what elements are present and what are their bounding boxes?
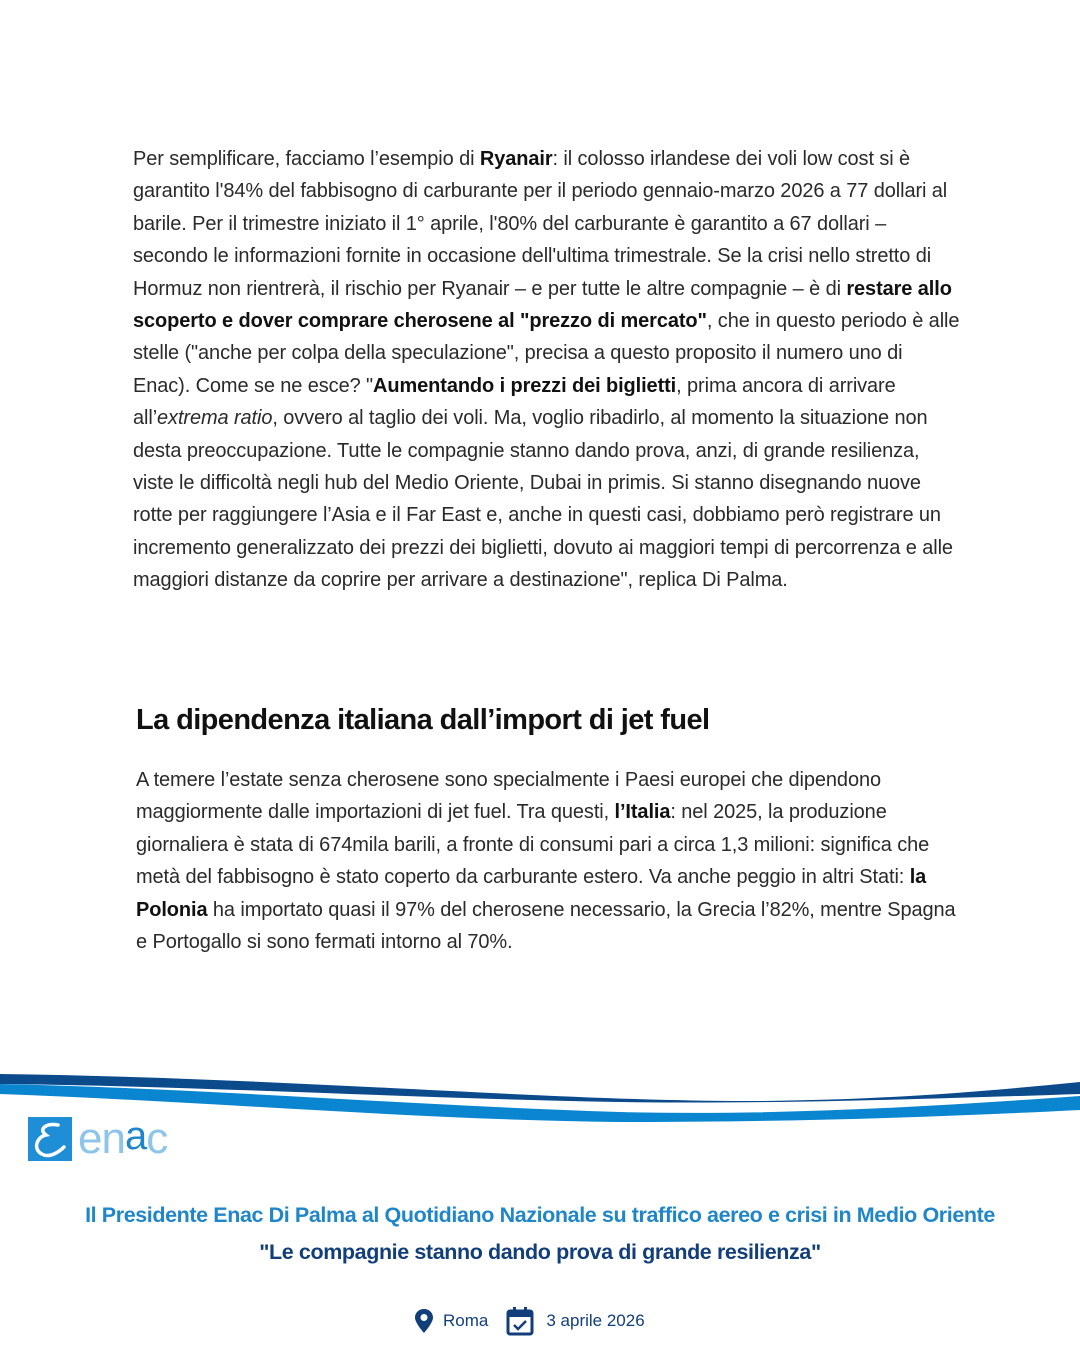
text-segment: : nel 2025, la produzione giornaliera è stata di 674mila barili, a fronte di consumi pari a circa 1,3 milioni: significa che metà del fabbisogno è stato coperto da carburante estero. Va anche peggio in altri Stati: <box>136 801 930 889</box>
calendar-check-icon <box>506 1306 534 1336</box>
footer-subtitle: "Le compagnie stanno dando prova di grande resilienza" <box>259 1240 821 1264</box>
map-pin-icon <box>414 1308 434 1334</box>
bold-text: Ryanair <box>479 148 553 170</box>
text-segment: Per semplificare, facciamo l’esempio di <box>133 148 480 170</box>
location-label: Roma <box>443 1311 489 1330</box>
bold-text: restare allo scoperto e dover comprare cherosene al "prezzo di mercato" <box>133 277 952 333</box>
date-label: 3 aprile 2026 <box>546 1311 645 1330</box>
bold-text: Aumentando i prezzi dei biglietti <box>373 374 677 397</box>
enac-logo-mark <box>28 1117 72 1161</box>
enac-logo <box>28 1114 168 1163</box>
article-body-2 <box>136 764 981 958</box>
enac-logo-wordmark: enac <box>78 1114 168 1163</box>
text-segment: , prima ancora di arrivare all’ <box>133 374 896 430</box>
article-paragraph <box>133 143 960 597</box>
text-segment: , che in questo periodo è alle stelle ("anche per colpa della speculazione", precisa a questo proposito il numero uno di Enac). Come se ne esce? " <box>133 310 960 397</box>
bold-text: la Polonia <box>136 866 927 921</box>
footer-meta <box>414 1306 645 1336</box>
article-body <box>133 143 973 597</box>
text-segment: A temere l’estate senza cherosene sono specialmente i Paesi europei che dipendono maggiormente dalle importazioni di jet fuel. Tra questi, <box>136 769 881 824</box>
footer-title: Il Presidente Enac Di Palma al Quotidiano Nazionale su traffico aereo e crisi in Medio Oriente <box>85 1203 995 1227</box>
section-heading: La dipendenza italiana dall’import di jet fuel <box>136 704 710 736</box>
text-segment: , ovvero al taglio dei voli. Ma, voglio ribadirlo, al momento la situazione non desta preoccupazione. Tutte le compagnie stanno dando prova, anzi, di grande resilienza, viste le difficoltà negli hub del Medio Oriente, Dubai in primis. Si stanno disegnando nuove rotte per raggiungere l’Asia e il Far East e, anche in questi casi, dobbiamo però registrare un incremento generalizzato dei prezzi dei biglietti, dovuto ai maggiori tempi di percorrenza e alle maggiori distanze da coprire per arrivare a destinazione", replica Di Palma. <box>133 407 953 592</box>
bold-text: l’Italia <box>614 801 671 824</box>
article-paragraph <box>136 764 968 958</box>
text-segment: ha importato quasi il 97% del cherosene necessario, la Grecia l’82%, mentre Spagna e Portogallo si sono fermati intorno al 70%. <box>136 898 956 954</box>
text-segment: : il colosso irlandese dei voli low cost si è garantito l'84% del fabbisogno di carburante per il periodo gennaio-marzo 2026 a 77 dollari al barile. Per il trimestre iniziato il 1° aprile, l'80% del carburante è garantito a 67 dollari – secondo le informazioni fornite in occasione dell'ultima trimestrale. Se la crisi nello stretto di Hormuz non rientrerà, il rischio per Ryanair – e per tutte le altre compagnie – è di <box>133 148 948 300</box>
italic-text: extrema ratio <box>157 407 273 430</box>
